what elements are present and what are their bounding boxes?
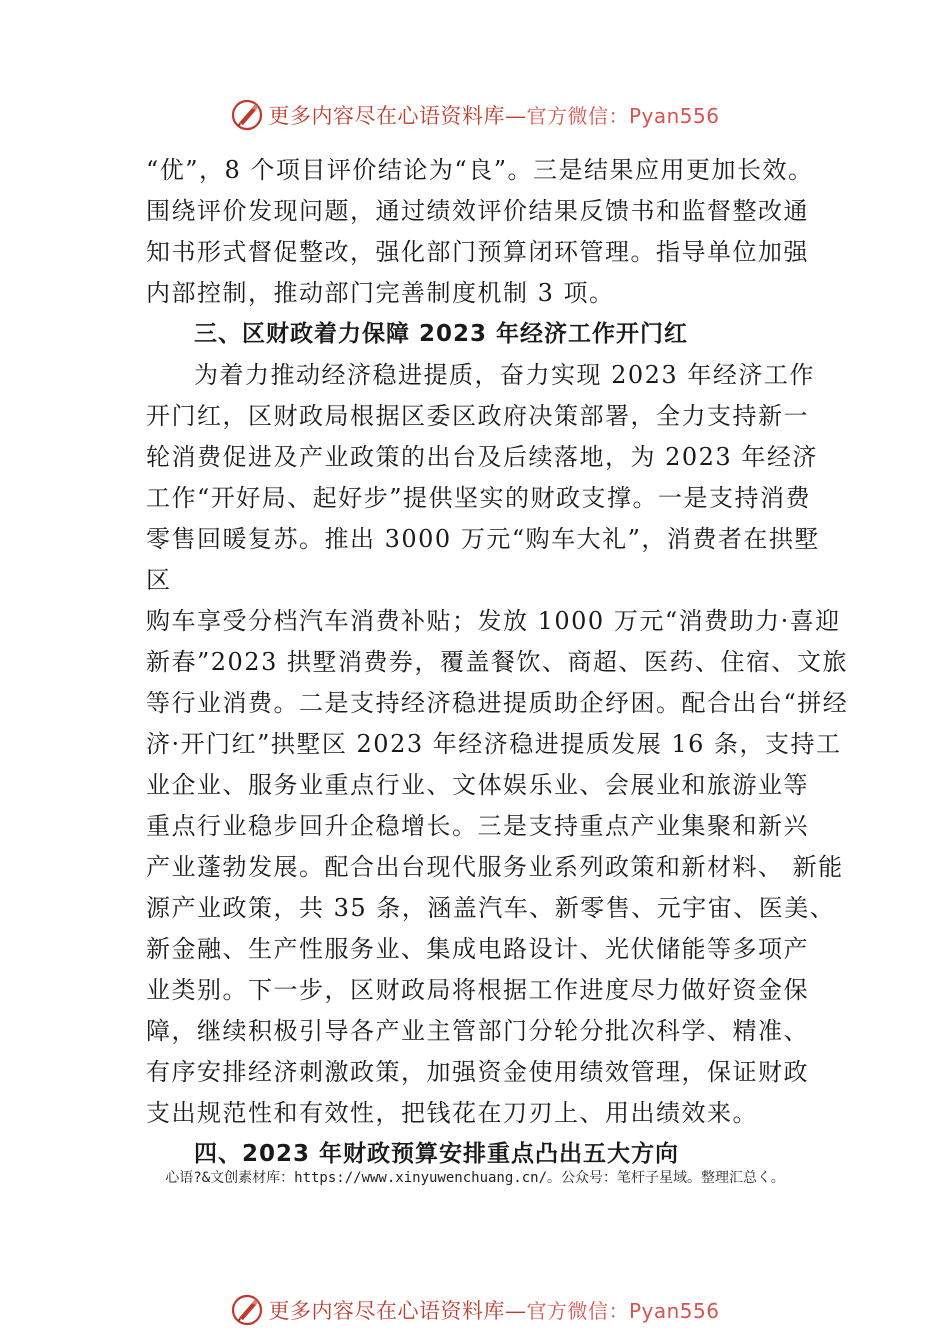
banner-separator: — bbox=[504, 1299, 527, 1323]
body-line: 围绕评价发现问题，通过绩效评价结果反馈书和监督整改通 bbox=[146, 197, 809, 225]
body-line: 新春”2023 拱墅消费券，覆盖餐饮、商超、医药、住宿、文旅 bbox=[146, 648, 848, 676]
body-line: 业企业、服务业重点行业、文体娱乐业、会展业和旅游业等 bbox=[146, 771, 809, 799]
banner-text bbox=[268, 1295, 719, 1325]
body-line: 源产业政策，共 35 条，涵盖汽车、新零售、元宇宙、医美、 bbox=[146, 894, 836, 922]
bottom-banner bbox=[0, 1290, 950, 1330]
banner-title: 更多内容尽在心语资料库 bbox=[268, 1299, 505, 1323]
banner-wechat: 官方微信：Pyan556 bbox=[526, 104, 720, 128]
body-line: 业类别。下一步，区财政局将根据工作进度尽力做好资金保 bbox=[146, 976, 809, 1004]
body-line: 购车享受分档汽车消费补贴；发放 1000 万元“消费助力·喜迎 bbox=[146, 607, 841, 635]
body-line: 障，继续积极引导各产业主管部门分轮分批次科学、精准、 bbox=[146, 1017, 809, 1045]
body-line: 有序安排经济刺激政策，加强资金使用绩效管理，保证财政 bbox=[146, 1058, 809, 1086]
section-heading-4: 四、2023 年财政预算安排重点凸出五大方向 bbox=[194, 1141, 680, 1167]
body-line: 区 bbox=[146, 566, 172, 594]
body-line: 知书形式督促整改，强化部门预算闭环管理。指导单位加强 bbox=[146, 238, 809, 266]
banner-separator: — bbox=[504, 104, 527, 128]
document-body bbox=[146, 150, 849, 1175]
body-line: 工作“开好局、起好步”提供坚实的财政支撑。一是支持消费 bbox=[146, 484, 812, 512]
top-banner bbox=[0, 95, 950, 135]
body-line: 支出规范性和有效性，把钱花在刀刃上、用出绩效来。 bbox=[146, 1099, 758, 1127]
banner-title: 更多内容尽在心语资料库 bbox=[268, 104, 505, 128]
body-line: 开门红，区财政局根据区委区政府决策部署，全力支持新一 bbox=[146, 402, 809, 430]
body-line: 轮消费促进及产业政策的出台及后续落地，为 2023 年经济 bbox=[146, 443, 818, 471]
body-line: 等行业消费。二是支持经济稳进提质助企纾困。配合出台“拼经 bbox=[146, 689, 849, 717]
pen-nib-logo-icon bbox=[230, 98, 264, 132]
body-line: 为着力推动经济稳进提质，奋力实现 2023 年经济工作 bbox=[194, 361, 815, 389]
body-line: 零售回暖复苏。推出 3000 万元“购车大礼”，消费者在拱墅 bbox=[146, 525, 820, 553]
footer-note: 心语?&文创素材库：https://www.xinyuwenchuang.cn/。公众号：笔杆子星域。整理汇总く。 bbox=[165, 1170, 785, 1186]
pen-nib-logo-icon bbox=[230, 1293, 264, 1327]
body-line: “优”，8 个项目评价结论为“良”。三是结果应用更加长效。 bbox=[146, 156, 814, 184]
body-line: 济·开门红”拱墅区 2023 年经济稳进提质发展 16 条，支持工 bbox=[146, 730, 842, 758]
body-line: 内部控制，推动部门完善制度机制 3 项。 bbox=[146, 279, 615, 307]
section-heading-3: 三、区财政着力保障 2023 年经济工作开门红 bbox=[194, 321, 689, 347]
body-line: 重点行业稳步回升企稳增长。三是支持重点产业集聚和新兴 bbox=[146, 812, 809, 840]
body-line: 新金融、生产性服务业、集成电路设计、光伏储能等多项产 bbox=[146, 935, 809, 963]
banner-text bbox=[268, 100, 719, 130]
banner-wechat: 官方微信：Pyan556 bbox=[526, 1299, 720, 1323]
body-line: 产业蓬勃发展。配合出台现代服务业系列政策和新材料、 新能 bbox=[146, 853, 844, 881]
